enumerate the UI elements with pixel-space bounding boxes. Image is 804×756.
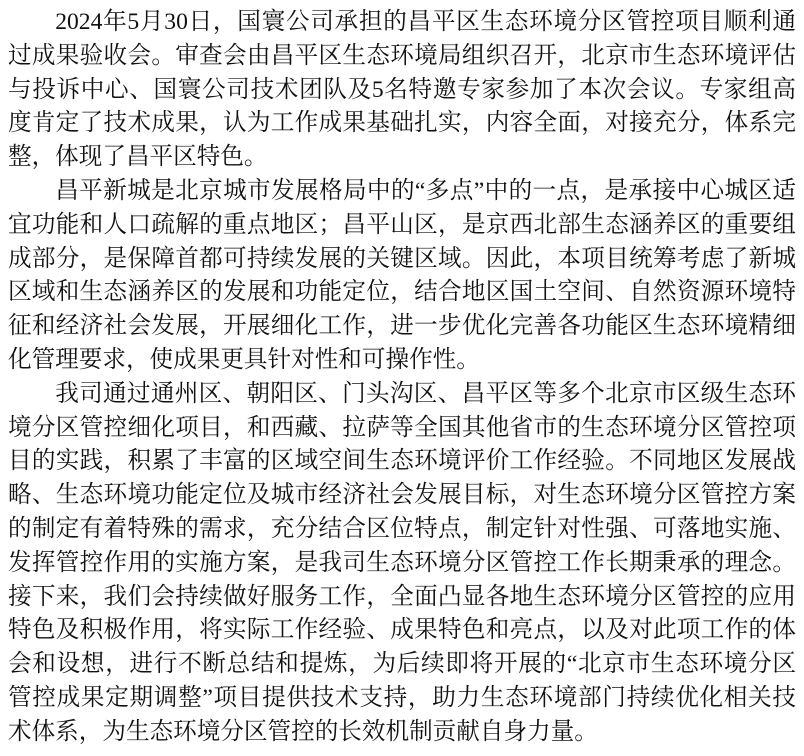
paragraph-acceptance-meeting: 2024年5月30日，国寰公司承担的昌平区生态环境分区管控项目顺利通过成果验收会。审查会由昌平区生态环境局组织召开，北京市生态环境评估与投诉中心、国寰公司技术团队及5名特邀专家参加了本次会议。专家组高度肯定了技术成果，认为工作成果基础扎实，内容全面，对接充分，体系完整，体现了昌平区特色。 xyxy=(8,9,796,171)
paragraph-changping-context: 昌平新城是北京城市发展格局中的“多点”中的一点，是承接中心城区适宜功能和人口疏解的重点地区；昌平山区，是京西北部生态涵养区的重要组成部分，是保障首都可持续发展的关键区域。因此，本项目统筹考虑了新城区域和生态涵养区的发展和功能定位，结合地区国土空间、自然资源环境特征和经济社会发展，开展细化工作，进一步优化完善各功能区生态环境精细化管理要求，使成果更具针对性和可操作性。 xyxy=(8,177,796,373)
paragraph-company-experience: 我司通过通州区、朝阳区、门头沟区、昌平区等多个北京市区级生态环境分区管控细化项目，和西藏、拉萨等全国其他省市的生态环境分区管控项目的实践，积累了丰富的区域空间生态环境评价工作经验。不同地区发展战略、生态环境功能定位及城市经济社会发展目标，对生态环境分区管控方案的制定有着特殊的需求，充分结合区位特点，制定针对性强、可落地实施、发挥管控作用的实施方案，是我司生态环境分区管控工作长期秉承的理念。接下来，我们会持续做好服务工作，全面凸显各地生态环境分区管控的应用特色及积极作用，将实际工作经验、成果特色和亮点，以及对此项工作的体会和设想，进行不断总结和提炼，为后续即将开展的“北京市生态环境分区管控成果定期调整”项目提供技术支持，助力生态环境部门持续优化相关技术体系，为生态环境分区管控的长效机制贡献自身力量。 xyxy=(8,380,796,745)
